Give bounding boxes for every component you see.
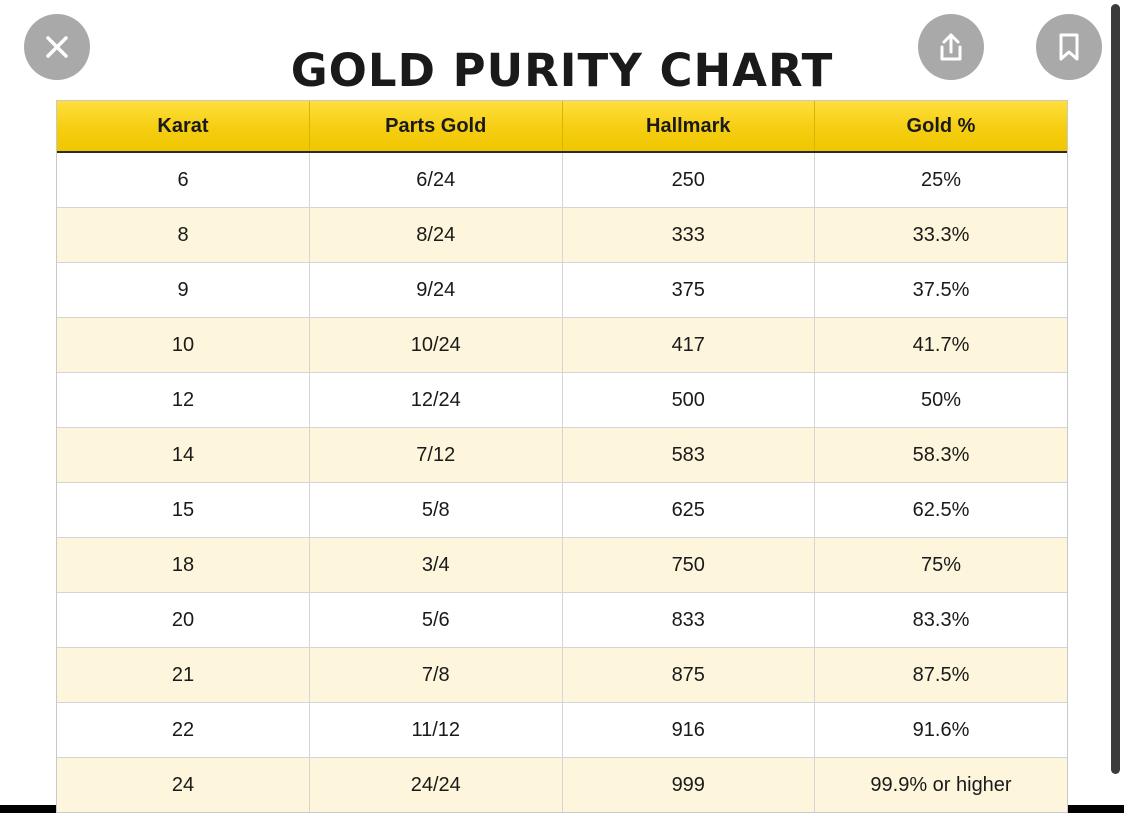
cell-hallmark: 916 [562,703,815,758]
viewer-header [0,0,1124,96]
table-row [57,318,1067,373]
cell-hallmark: 625 [562,483,815,538]
column-header-gold-percent: Gold % [815,101,1068,152]
cell-gold-percent: 62.5% [815,483,1068,538]
cell-parts-gold: 10/24 [310,318,563,373]
cell-gold-percent: 37.5% [815,263,1068,318]
cell-karat: 21 [57,648,310,703]
cell-parts-gold: 8/24 [310,208,563,263]
cell-hallmark: 250 [562,152,815,208]
table-row [57,703,1067,758]
column-header-hallmark: Hallmark [562,101,815,152]
cell-gold-percent: 33.3% [815,208,1068,263]
cell-gold-percent: 91.6% [815,703,1068,758]
table-row [57,648,1067,703]
cell-gold-percent: 25% [815,152,1068,208]
cell-hallmark: 417 [562,318,815,373]
cell-gold-percent: 75% [815,538,1068,593]
table-row [57,483,1067,538]
cell-karat: 18 [57,538,310,593]
cell-gold-percent: 87.5% [815,648,1068,703]
cell-gold-percent: 83.3% [815,593,1068,648]
cell-parts-gold: 7/8 [310,648,563,703]
cell-karat: 14 [57,428,310,483]
table-row [57,593,1067,648]
cell-karat: 9 [57,263,310,318]
table-row [57,152,1067,208]
cell-hallmark: 583 [562,428,815,483]
cell-hallmark: 999 [562,758,815,813]
table-row [57,538,1067,593]
cell-karat: 22 [57,703,310,758]
table-row [57,373,1067,428]
share-button[interactable] [918,14,984,80]
page-title: GOLD PURITY CHART [290,44,834,98]
cell-gold-percent: 58.3% [815,428,1068,483]
share-icon [936,31,966,63]
cell-gold-percent: 41.7% [815,318,1068,373]
cell-hallmark: 875 [562,648,815,703]
gold-purity-table [56,100,1068,813]
cell-hallmark: 333 [562,208,815,263]
table-header-row [57,101,1067,152]
cell-parts-gold: 5/6 [310,593,563,648]
table-row [57,758,1067,813]
column-header-parts-gold: Parts Gold [310,101,563,152]
cell-parts-gold: 3/4 [310,538,563,593]
cell-hallmark: 833 [562,593,815,648]
table-row [57,208,1067,263]
cell-hallmark: 500 [562,373,815,428]
cell-karat: 10 [57,318,310,373]
cell-parts-gold: 7/12 [310,428,563,483]
cell-parts-gold: 9/24 [310,263,563,318]
bookmark-icon [1056,31,1082,63]
column-header-karat: Karat [57,101,310,152]
cell-parts-gold: 6/24 [310,152,563,208]
cell-karat: 8 [57,208,310,263]
bookmark-button[interactable] [1036,14,1102,80]
cell-parts-gold: 12/24 [310,373,563,428]
cell-karat: 15 [57,483,310,538]
cell-gold-percent: 99.9% or higher [815,758,1068,813]
table-row [57,428,1067,483]
cell-parts-gold: 24/24 [310,758,563,813]
scrollbar-thumb[interactable] [1111,4,1120,774]
cell-parts-gold: 11/12 [310,703,563,758]
table-row [57,263,1067,318]
cell-hallmark: 750 [562,538,815,593]
cell-karat: 12 [57,373,310,428]
cell-gold-percent: 50% [815,373,1068,428]
cell-karat: 6 [57,152,310,208]
vertical-scrollbar[interactable] [1106,0,1124,805]
cell-parts-gold: 5/8 [310,483,563,538]
cell-karat: 24 [57,758,310,813]
cell-hallmark: 375 [562,263,815,318]
cell-karat: 20 [57,593,310,648]
